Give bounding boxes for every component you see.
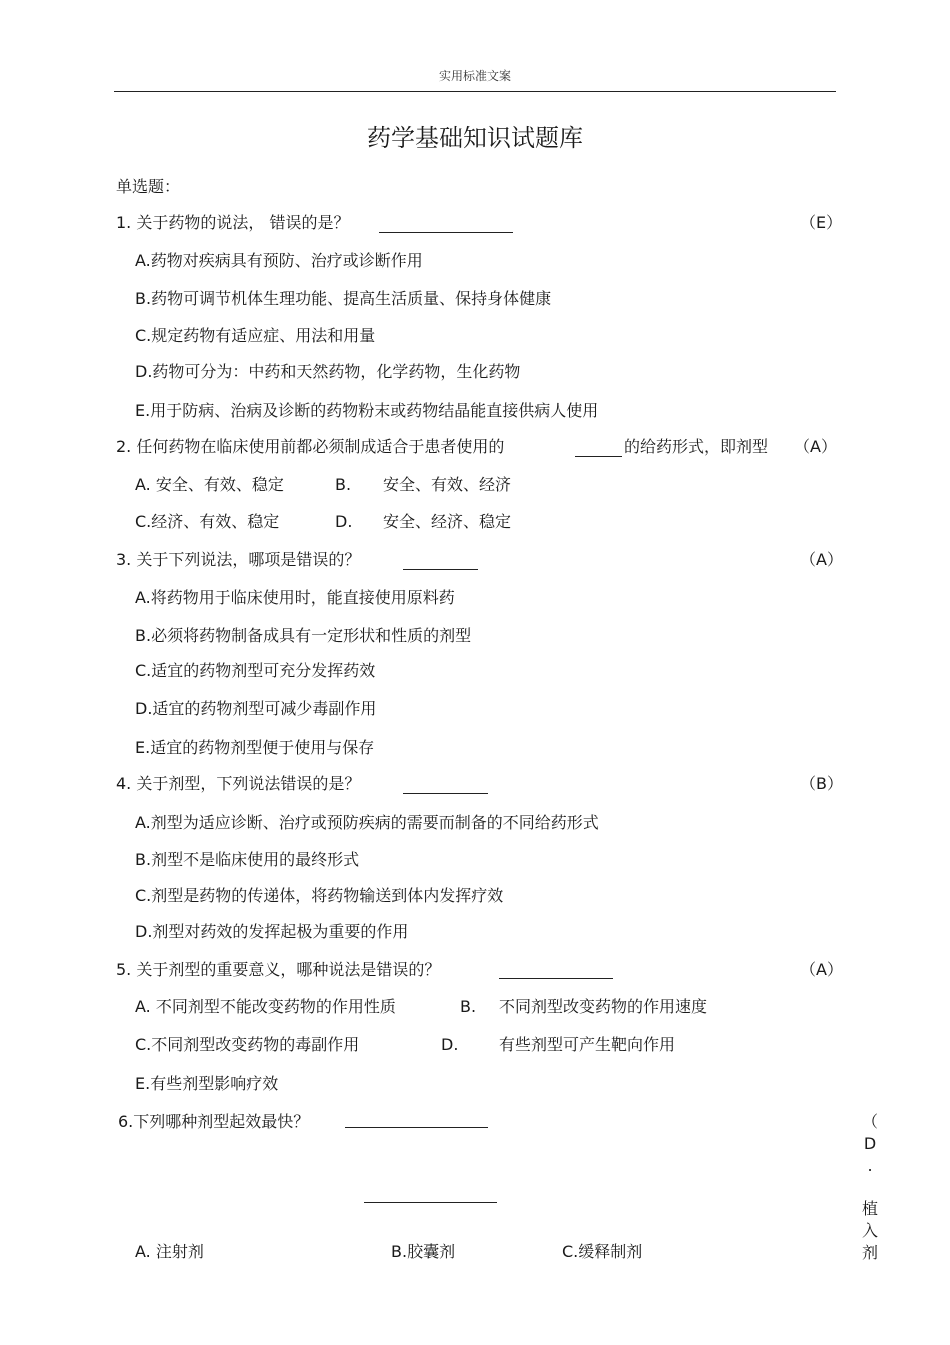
question-6-answer-char-4: 植 — [861, 1199, 878, 1218]
question-2-option-b: 安全、有效、经济 — [383, 475, 512, 494]
question-2-stem-before: 2. 任何药物在临床使用前都必须制成适合于患者使用的 — [116, 437, 505, 456]
question-6-option-c: C.缓释制剂 — [562, 1242, 643, 1261]
question-4-option-a: A.剂型为适应诊断、治疗或预防疾病的需要而制备的不同给药形式 — [135, 813, 599, 832]
question-6-answer-char-5: 入 — [861, 1221, 878, 1240]
question-1-option-e: E.用于防病、治病及诊断的药物粉末或药物结晶能直接供病人使用 — [135, 401, 599, 420]
question-4-option-c: C.剂型是药物的传递体，将药物输送到体内发挥疗效 — [135, 886, 504, 905]
question-2-option-d: 安全、经济、稳定 — [383, 512, 512, 531]
page-header: 实用标准文案 — [438, 69, 511, 83]
question-5-option-b-label: B. — [460, 997, 477, 1016]
question-3-option-b: B.必须将药物制备成具有一定形状和性质的剂型 — [135, 626, 472, 645]
question-6-option-a: A. 注射剂 — [135, 1242, 204, 1261]
section-label: 单选题： — [116, 177, 181, 196]
question-2-option-a: A. 安全、有效、稳定 — [135, 475, 284, 494]
question-6-blank — [345, 1127, 488, 1128]
question-1-option-d: D.药物可分为：中药和天然药物，化学药物，生化药物 — [135, 362, 521, 381]
question-1-option-b: B.药物可调节机体生理功能、提高生活质量、保持身体健康 — [135, 289, 552, 308]
question-5-option-d-label: D. — [441, 1035, 459, 1054]
question-5-option-c: C.不同剂型改变药物的毒副作用 — [135, 1035, 360, 1054]
question-2-option-c: C.经济、有效、稳定 — [135, 512, 280, 531]
question-6-answer-char-1: （ — [861, 1112, 878, 1131]
question-1-answer: （E） — [800, 213, 843, 232]
question-6-answer-char-2: D — [863, 1134, 877, 1153]
question-1-stem: 1. 关于药物的说法， 错误的是？ — [116, 213, 350, 232]
question-3-blank — [403, 569, 478, 570]
question-2-option-b-label: B. — [335, 475, 352, 494]
question-1-blank — [379, 232, 513, 233]
question-3-answer: （A） — [800, 550, 843, 569]
document-title: 药学基础知识试题库 — [367, 124, 583, 152]
question-4-stem: 4. 关于剂型，下列说法错误的是？ — [116, 774, 361, 793]
question-5-answer: （A） — [800, 960, 843, 979]
question-3-stem: 3. 关于下列说法，哪项是错误的？ — [116, 550, 361, 569]
question-5-option-a: A. 不同剂型不能改变药物的作用性质 — [135, 997, 396, 1016]
question-6-stem: 6.下列哪种剂型起效最快？ — [118, 1112, 310, 1131]
question-2-blank — [575, 456, 622, 457]
question-5-option-b: 不同剂型改变药物的作用速度 — [499, 997, 708, 1016]
question-6-blank-2 — [364, 1202, 497, 1203]
question-4-answer: （B） — [800, 774, 843, 793]
question-3-option-e: E.适宜的药物剂型便于使用与保存 — [135, 738, 375, 757]
question-6-answer-char-3: . — [867, 1156, 873, 1175]
question-4-blank — [403, 793, 488, 794]
question-2-stem-after: 的给药形式，即剂型 — [624, 437, 769, 456]
question-2-answer: （A） — [794, 437, 837, 456]
question-6-answer-char-6: 剂 — [861, 1243, 878, 1262]
question-5-stem: 5. 关于剂型的重要意义，哪种说法是错误的？ — [116, 960, 441, 979]
question-1-option-a: A.药物对疾病具有预防、治疗或诊断作用 — [135, 251, 423, 270]
question-1-option-c: C.规定药物有适应症、用法和用量 — [135, 326, 376, 345]
question-5-blank — [499, 978, 613, 979]
question-3-option-c: C.适宜的药物剂型可充分发挥药效 — [135, 661, 376, 680]
header-rule — [114, 91, 836, 92]
question-5-option-d: 有些剂型可产生靶向作用 — [499, 1035, 676, 1054]
question-4-option-b: B.剂型不是临床使用的最终形式 — [135, 850, 360, 869]
question-3-option-a: A.将药物用于临床使用时，能直接使用原料药 — [135, 588, 455, 607]
question-4-option-d: D.剂型对药效的发挥起极为重要的作用 — [135, 922, 409, 941]
question-2-option-d-label: D. — [335, 512, 353, 531]
question-6-option-b: B.胶囊剂 — [391, 1242, 456, 1261]
question-5-option-e: E.有些剂型影响疗效 — [135, 1074, 279, 1093]
question-3-option-d: D.适宜的药物剂型可减少毒副作用 — [135, 699, 377, 718]
